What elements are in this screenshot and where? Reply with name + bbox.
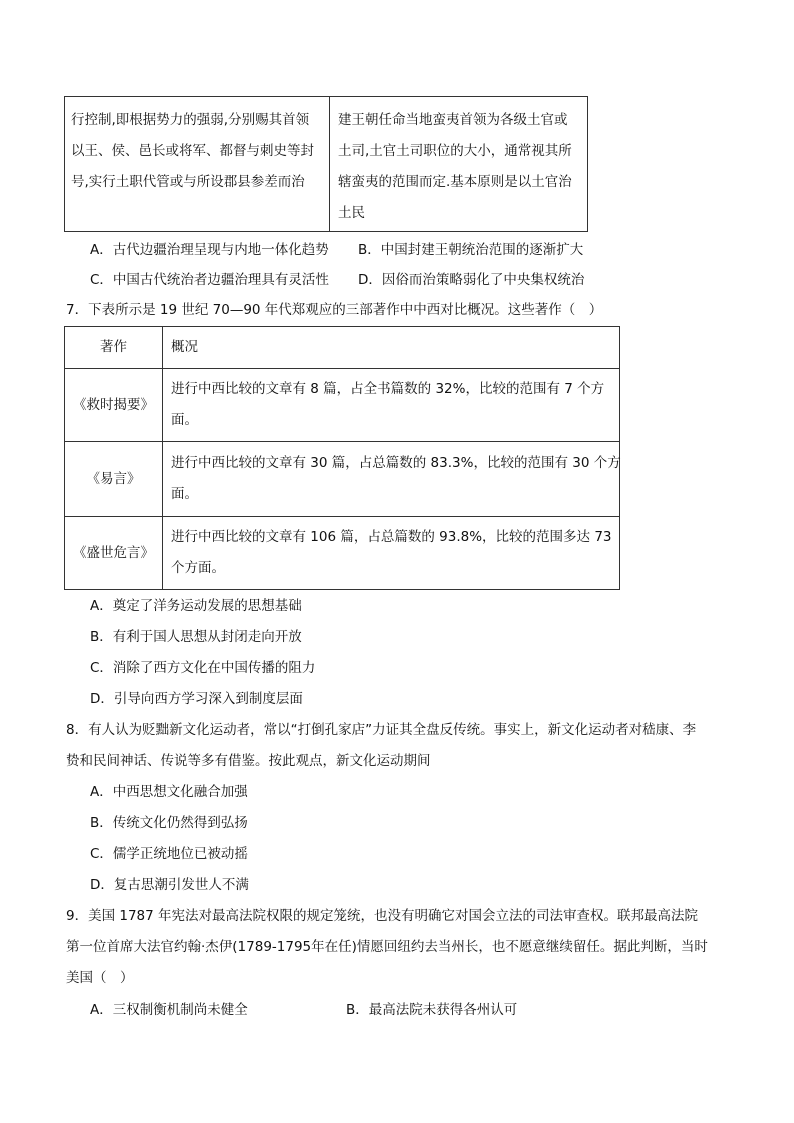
q9-stem-line1: 9．美国 1787 年宪法对最高法院权限的规定笼统，也没有明确它对国会立法的司法审查权。联邦最高法院: [66, 908, 699, 924]
table-row-divider: [65, 516, 619, 517]
table-cell-left: [71, 105, 325, 198]
table-text-line: 以王、侯、邑长或将军、都督与刺史等封: [71, 143, 314, 159]
table-row-book: 《盛世危言》: [73, 545, 154, 561]
zheng-guanying-works-table: [64, 326, 620, 590]
table-text-line: 辖蛮夷的范围而定.基本原则是以土官治: [338, 174, 572, 190]
q7-option-c[interactable]: C．消除了西方文化在中国传播的阻力: [90, 660, 316, 676]
q6-option-d[interactable]: D．因俗而治策略弱化了中央集权统治: [358, 272, 585, 288]
table-column-divider: [162, 327, 163, 589]
table-text-line: 号,实行土职代管或与所设郡县参差而治: [71, 174, 305, 190]
table-header-summary-text: 概况: [171, 339, 198, 355]
q8-option-a[interactable]: A．中西思想文化融合加强: [90, 784, 248, 800]
q7-option-b[interactable]: B．有利于国人思想从封闭走向开放: [90, 629, 302, 645]
table-text-line: 面。: [171, 412, 198, 428]
q7-stem: 7．下表所示是 19 世纪 70—90 年代郑观应的三部著作中中西对比概况。这些著作（ ）: [66, 302, 603, 318]
table-text-line: 进行中西比较的文章有 8 篇，占全书篇数的 32%，比较的范围有 7 个方: [171, 381, 605, 397]
q6-option-a[interactable]: A．古代边疆治理呈现与内地一体化趋势: [90, 242, 329, 258]
q9-stem-line2: 第一位首席大法官约翰·杰伊(1789-1795年在任)情愿回纽约去当州长，也不愿意继续留任。据此判断，当时: [66, 939, 708, 955]
table-text-line: 进行中西比较的文章有 30 篇，占总篇数的 83.3%，比较的范围有 30 个方: [171, 455, 621, 471]
table-text-line: 土民: [338, 205, 365, 221]
q8-option-b[interactable]: B．传统文化仍然得到弘扬: [90, 815, 248, 831]
table-cell-right: [338, 105, 584, 229]
table-text-line: 建王朝任命当地蛮夷首领为各级土官或: [338, 112, 568, 128]
table-row-summary: [171, 374, 611, 436]
table-text-line: 土司,土官土司职位的大小，通常视其所: [338, 143, 572, 159]
q6-option-b[interactable]: B．中国封建王朝统治范围的逐渐扩大: [358, 242, 584, 258]
table-text-line: 进行中西比较的文章有 106 篇，占总篇数的 93.8%，比较的范围多达 73: [171, 529, 612, 545]
table-row-book: 《易言》: [86, 471, 141, 487]
table-text-line: 个方面。: [171, 560, 225, 576]
table-row-divider: [65, 368, 619, 369]
q8-stem-line1: 8．有人认为贬黜新文化运动者，常以“打倒孔家店”力证其全盘反传统。事实上，新文化运动者对嵇康、李: [66, 722, 697, 738]
table-row-book: 《救时揭要》: [73, 397, 154, 413]
table-row-summary: [171, 448, 621, 510]
table-header-book: 著作: [100, 339, 127, 355]
q6-option-c[interactable]: C．中国古代统治者边疆治理具有灵活性: [90, 272, 329, 288]
q9-option-b[interactable]: B．最高法院未获得各州认可: [346, 1002, 518, 1018]
table-text-line: 行控制,即根据势力的强弱,分别赐其首领: [71, 112, 310, 128]
table-text-line: 面。: [171, 486, 198, 502]
table-header-summary: [171, 332, 611, 363]
q9-stem-line3: 美国（ ）: [66, 970, 134, 986]
q7-option-d[interactable]: D．引导向西方学习深入到制度层面: [90, 691, 303, 707]
table-row-summary: [171, 522, 611, 584]
table-column-divider: [329, 97, 330, 231]
q8-stem-line2: 贽和民间神话、传说等多有借鉴。按此观点，新文化运动期间: [66, 753, 431, 769]
policy-comparison-table: [64, 96, 588, 232]
q8-option-c[interactable]: C．儒学正统地位已被动摇: [90, 846, 248, 862]
q7-option-a[interactable]: A．奠定了洋务运动发展的思想基础: [90, 598, 302, 614]
q9-option-a[interactable]: A．三权制衡机制尚未健全: [90, 1002, 248, 1018]
table-row-divider: [65, 441, 619, 442]
q8-option-d[interactable]: D．复古思潮引发世人不满: [90, 877, 249, 893]
